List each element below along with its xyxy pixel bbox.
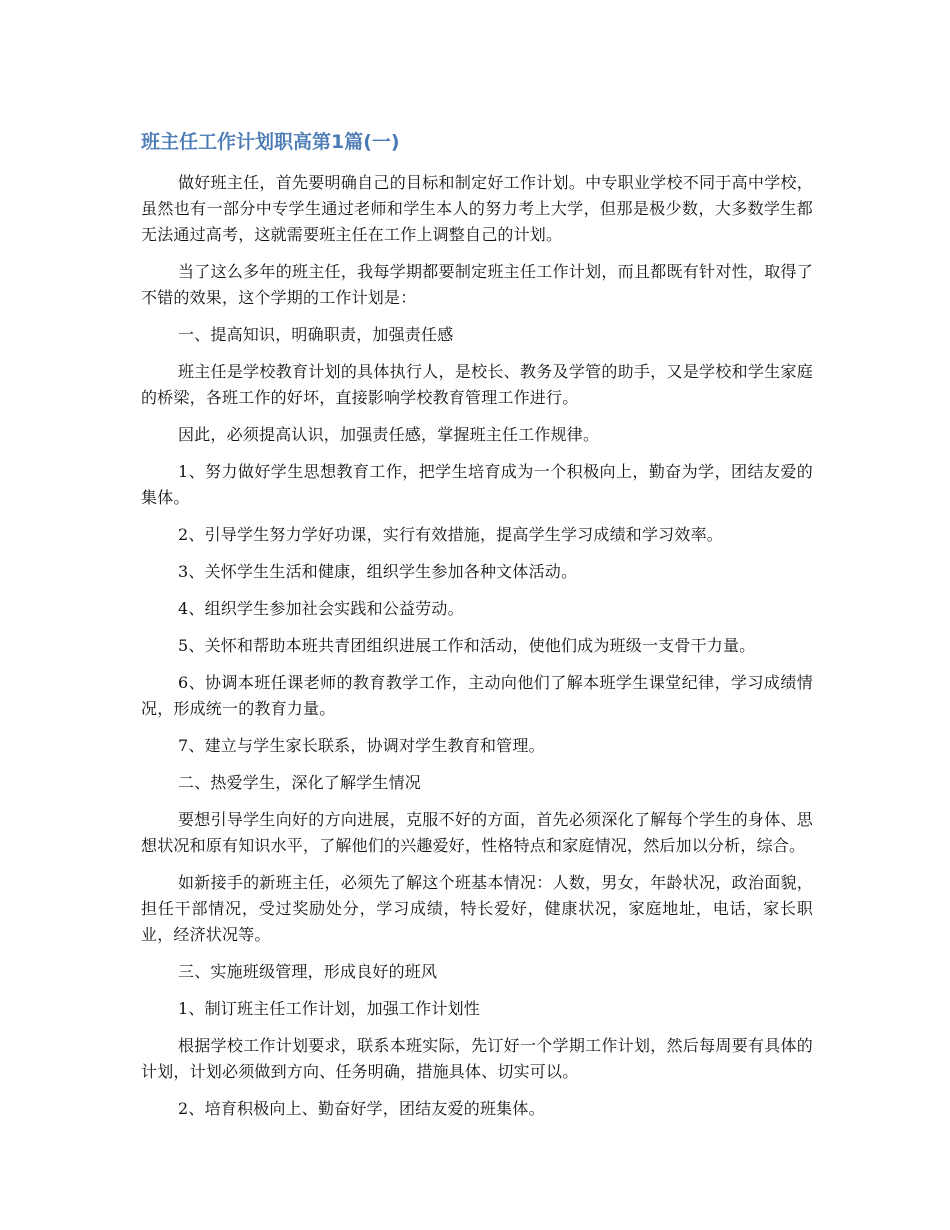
section-heading: 一、提高知识，明确职责，加强责任感 [178, 325, 454, 344]
list-item: 5、关怀和帮助本班共青团组织进展工作和活动，使他们成为班级一支骨干力量。 [178, 636, 756, 655]
document-title: 班主任工作计划职高第1篇(一) [141, 131, 400, 153]
paragraph: 班主任是学校教育计划的具体执行人，是校长、教务及学管的助手，又是学校和学生家庭的桥梁，各班工作的好坏，直接影响学校教育管理工作进行。 [141, 362, 813, 407]
paragraph: 要想引导学生向好的方向进展，克服不好的方面，首先必须深化了解每个学生的身体、思想状况和原有知识水平，了解他们的兴趣爱好，性格特点和家庭情况，然后加以分析，综合。 [141, 810, 813, 855]
list-item: 1、努力做好学生思想教育工作，把学生培育成为一个积极向上，勤奋为学，团结友爱的集体。 [141, 462, 813, 507]
paragraph: 当了这么多年的班主任，我每学期都要制定班主任工作计划，而且都既有针对性，取得了不错的效果，这个学期的工作计划是： [141, 262, 813, 307]
paragraph: 根据学校工作计划要求，联系本班实际，先订好一个学期工作计划，然后每周要有具体的计划，计划必须做到方向、任务明确，措施具体、切实可以。 [141, 1036, 813, 1081]
list-item: 2、引导学生努力学好功课，实行有效措施，提高学生学习成绩和学习效率。 [178, 525, 723, 544]
list-item: 3、关怀学生生活和健康，组织学生参加各种文体活动。 [178, 562, 578, 581]
list-item: 6、协调本班任课老师的教育教学工作，主动向他们了解本班学生课堂纪律，学习成绩情况，形成统一的教育力量。 [141, 673, 813, 718]
section-heading: 二、热爱学生，深化了解学生情况 [178, 773, 422, 792]
subsection-heading: 2、培育积极向上、勤奋好学，团结友爱的班集体。 [178, 1099, 545, 1118]
paragraph-intro: 做好班主任，首先要明确自己的目标和制定好工作计划。中专职业学校不同于高中学校，虽然也有一部分中专学生通过老师和学生本人的努力考上大学，但那是极少数，大多数学生都无法通过高考，这就需要班主任在工作上调整自己的计划。 [141, 173, 813, 244]
paragraph: 因此，必须提高认识，加强责任感，掌握班主任工作规律。 [178, 425, 600, 444]
list-item: 7、建立与学生家长联系，协调对学生教育和管理。 [178, 736, 545, 755]
document-page [141, 128, 813, 1133]
subsection-heading: 1、制订班主任工作计划，加强工作计划性 [178, 999, 480, 1018]
section-heading: 三、实施班级管理，形成良好的班风 [178, 962, 438, 981]
list-item: 4、组织学生参加社会实践和公益劳动。 [178, 599, 464, 618]
paragraph: 如新接手的新班主任，必须先了解这个班基本情况：人数，男女，年龄状况，政治面貌，担任干部情况，受过奖励处分，学习成绩，特长爱好，健康状况，家庭地址，电话，家长职业，经济状况等。 [141, 873, 813, 944]
